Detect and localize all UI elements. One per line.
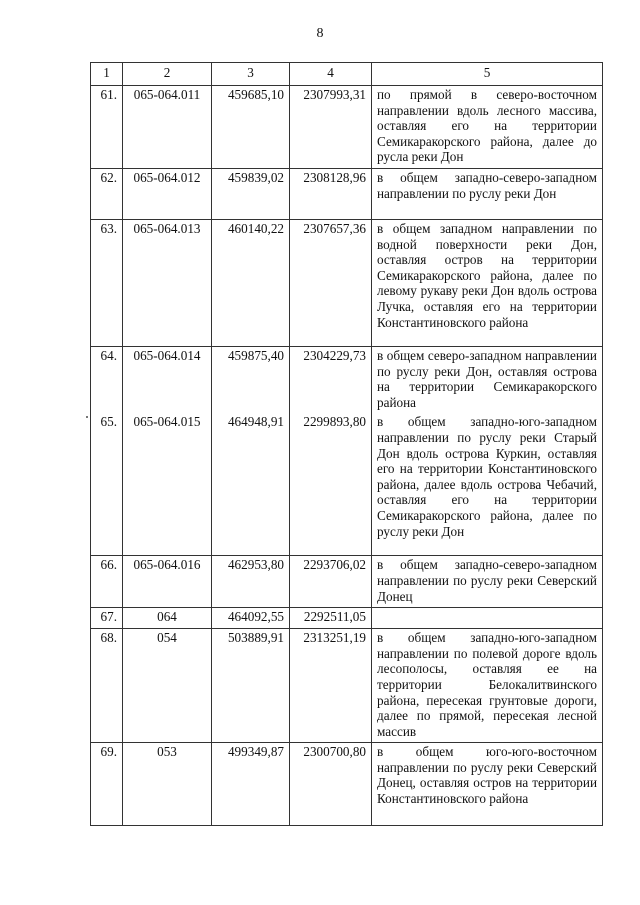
table-row <box>91 556 603 608</box>
table-row <box>91 608 603 629</box>
coord-y: 2313251,19 <box>290 629 372 743</box>
margin-mark <box>86 416 88 418</box>
header-col-5: 5 <box>372 63 603 86</box>
boundary-description: в общем юго-юго-восточном направлении по руслу реки Северский Донец, оставляя остров на территории Константиновского района <box>372 743 603 826</box>
coord-y: 2304229,73 <box>290 346 372 413</box>
table-row <box>91 743 603 826</box>
header-row <box>91 63 603 86</box>
coord-x: 499349,87 <box>212 743 290 826</box>
coord-y: 2307993,31 <box>290 86 372 169</box>
table-row <box>91 629 603 743</box>
row-number: 63. <box>91 219 123 346</box>
header-col-2: 2 <box>123 63 212 86</box>
boundary-points-table <box>90 62 603 826</box>
coord-y: 2293706,02 <box>290 556 372 608</box>
boundary-description: в общем западно-северо-западном направлении по руслу реки Северский Донец <box>372 556 603 608</box>
point-code: 054 <box>123 629 212 743</box>
coord-x: 464948,91 <box>212 413 290 556</box>
boundary-description: по прямой в северо-восточном направлении вдоль лесного массива, оставляя его на территории Семикаракорского района, далее до русла реки Дон <box>372 86 603 169</box>
header-col-3: 3 <box>212 63 290 86</box>
coord-x: 503889,91 <box>212 629 290 743</box>
boundary-description: в общем западно-юго-западном направлении по руслу реки Старый Дон вдоль острова Куркин, оставляя его на территории Константиновского района, далее вдоль острова Чебачий, оставляя его на территории Семикаракорского района, далее по руслу реки Дон <box>372 413 603 556</box>
boundary-description: в общем северо-западном направлении по руслу реки Дон, оставляя острова на территории Семикаракорского района <box>372 346 603 413</box>
row-number: 65. <box>91 413 123 556</box>
table-row <box>91 346 603 413</box>
boundary-description <box>372 608 603 629</box>
coord-x: 459685,10 <box>212 86 290 169</box>
coord-y: 2299893,80 <box>290 413 372 556</box>
page-number: 8 <box>316 26 324 41</box>
row-number: 64. <box>91 346 123 413</box>
coord-y: 2307657,36 <box>290 219 372 346</box>
coord-y: 2308128,96 <box>290 168 372 219</box>
coord-y: 2300700,80 <box>290 743 372 826</box>
boundary-description: в общем западном направлении по водной поверхности реки Дон, оставляя остров на территории Семикаракорского района, далее по левому рукаву реки Дон вдоль острова Лучка, оставляя его на территории Константиновского района <box>372 219 603 346</box>
boundary-description: в общем западно-северо-западном направлении по руслу реки Дон <box>372 168 603 219</box>
table-row <box>91 413 603 556</box>
header-col-4: 4 <box>290 63 372 86</box>
point-code: 065-064.012 <box>123 168 212 219</box>
row-number: 67. <box>91 608 123 629</box>
coord-x: 462953,80 <box>212 556 290 608</box>
point-code: 065-064.014 <box>123 346 212 413</box>
row-number: 69. <box>91 743 123 826</box>
header-col-1: 1 <box>91 63 123 86</box>
row-number: 61. <box>91 86 123 169</box>
coord-x: 460140,22 <box>212 219 290 346</box>
coord-x: 459875,40 <box>212 346 290 413</box>
point-code: 065-064.013 <box>123 219 212 346</box>
table-row <box>91 219 603 346</box>
point-code: 064 <box>123 608 212 629</box>
point-code: 053 <box>123 743 212 826</box>
row-number: 66. <box>91 556 123 608</box>
table-row <box>91 86 603 169</box>
row-number: 68. <box>91 629 123 743</box>
boundary-description: в общем западно-юго-западном направлении по полевой дороге вдоль лесополосы, оставляя ее на территории Белокалитвинского района, пересекая грунтовые дороги, далее по прямой, пересекая лесной массив <box>372 629 603 743</box>
row-number: 62. <box>91 168 123 219</box>
coord-y: 2292511,05 <box>290 608 372 629</box>
point-code: 065-064.016 <box>123 556 212 608</box>
coord-x: 464092,55 <box>212 608 290 629</box>
table-row <box>91 168 603 219</box>
point-code: 065-064.015 <box>123 413 212 556</box>
point-code: 065-064.011 <box>123 86 212 169</box>
coord-x: 459839,02 <box>212 168 290 219</box>
